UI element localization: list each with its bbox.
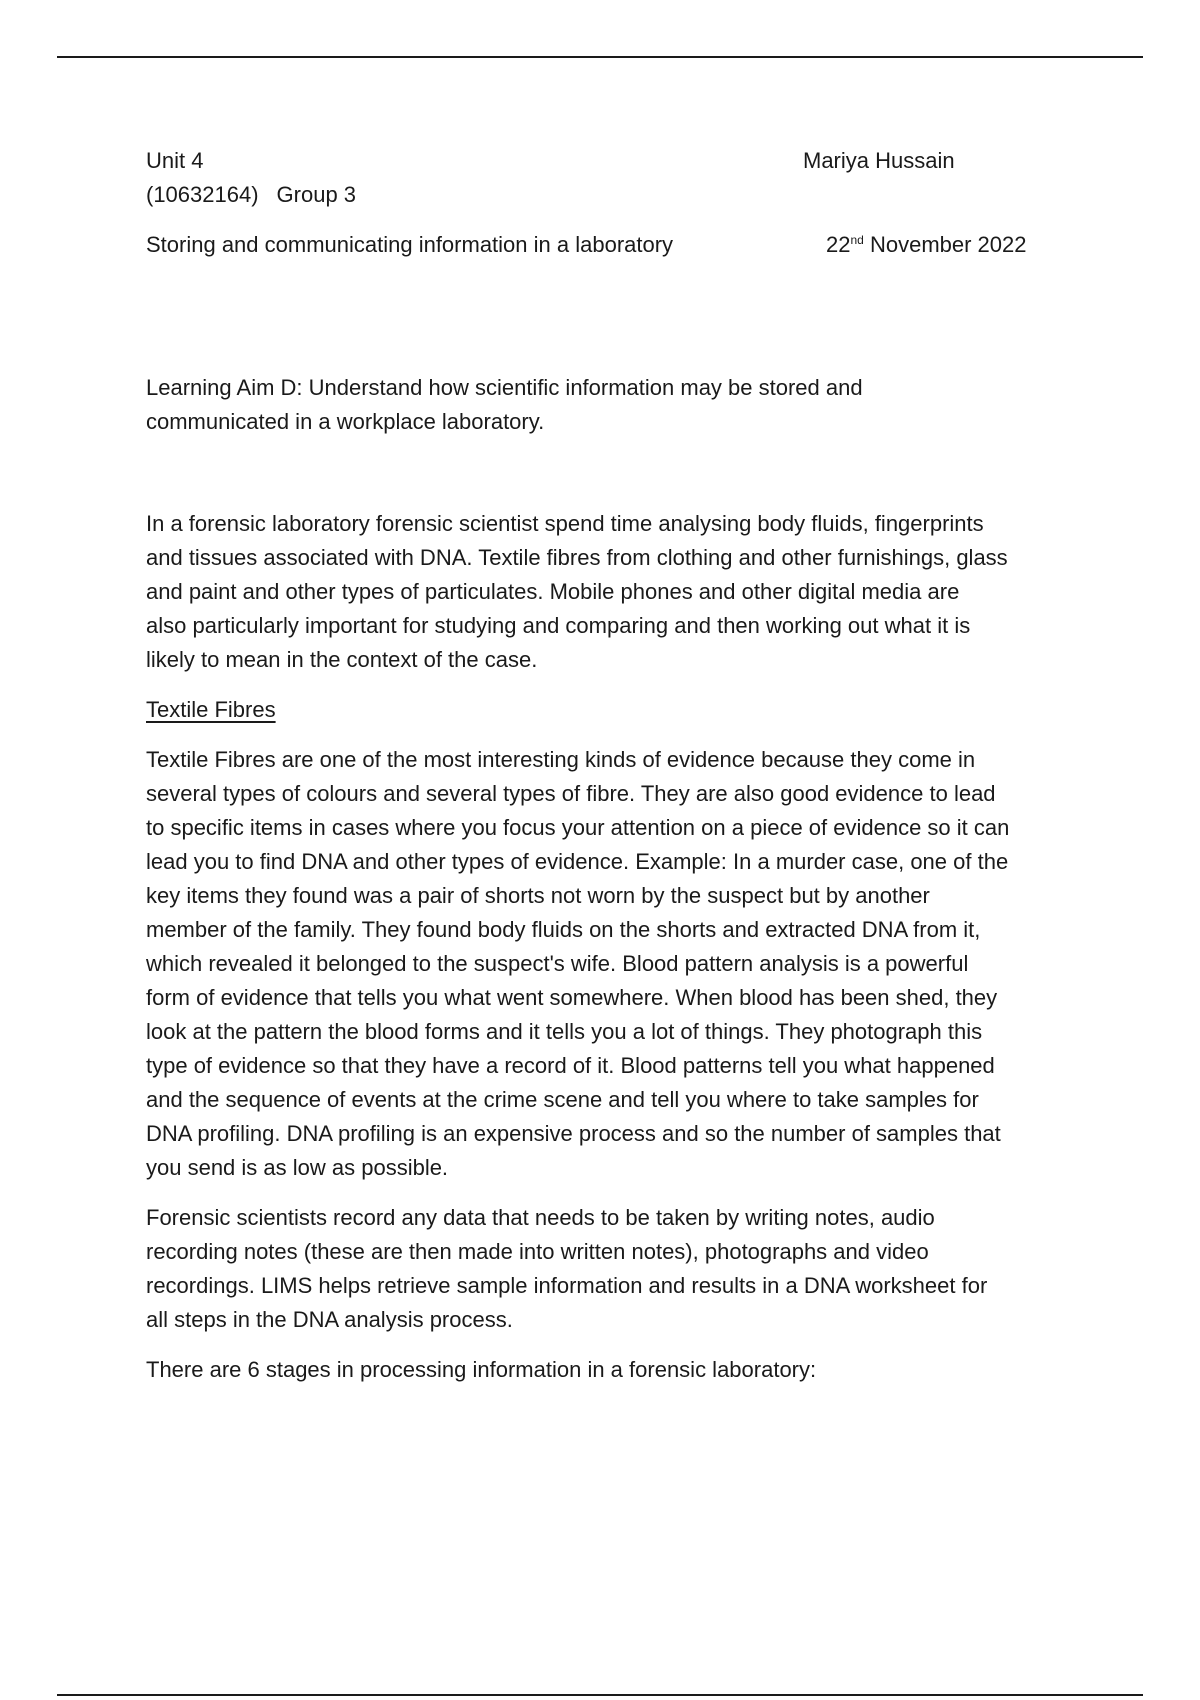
paragraph-line: which revealed it belonged to the suspect's wife. Blood pattern analysis is a powerful [146,951,969,976]
paragraph-line: all steps in the DNA analysis process. [146,1307,513,1332]
section-heading-textile-fibres: Textile Fibres [146,697,276,722]
paragraph-line: recordings. LIMS helps retrieve sample information and results in a DNA worksheet for [146,1273,988,1298]
paragraph-line: likely to mean in the context of the case. [146,647,538,672]
paragraph-line: and paint and other types of particulates. Mobile phones and other digital media are [146,579,960,604]
paragraph-line: and the sequence of events at the crime scene and tell you where to take samples for [146,1087,979,1112]
stages-intro: There are 6 stages in processing information in a forensic laboratory: [146,1357,817,1382]
paragraph-line: Textile Fibres are one of the most interesting kinds of evidence because they come in [146,747,976,772]
date-rest: November 2022 [863,232,1027,257]
header-row-2 [146,178,1096,212]
paragraph-line: member of the family. They found body fluids on the shorts and extracted DNA from it, [146,917,981,942]
author-name: Mariya Hussain [803,148,955,173]
document-page [146,144,1096,1387]
intro-paragraph [146,507,1096,677]
paragraph-line: several types of colours and several types of fibre. They are also good evidence to lead [146,781,996,806]
learning-aim-line: communicated in a workplace laboratory. [146,409,545,434]
paragraph-line: In a forensic laboratory forensic scientist spend time analysing body fluids, fingerprints [146,511,984,536]
paragraph-line: and tissues associated with DNA. Textile fibres from clothing and other furnishings, glass [146,545,1008,570]
footer-rule [57,1694,1143,1696]
paragraph-line: lead you to find DNA and other types of evidence. Example: In a murder case, one of the [146,849,1009,874]
group-label: Group 3 [276,182,357,207]
header-row-3 [146,228,1096,262]
paragraph-line: to specific items in cases where you focus your attention on a piece of evidence so it can [146,815,1010,840]
paragraph-line: DNA profiling. DNA profiling is an expensive process and so the number of samples that [146,1121,1001,1146]
recording-paragraph [146,1201,1096,1337]
learning-aim [146,371,1096,439]
paragraph-line: form of evidence that tells you what went somewhere. When blood has been shed, they [146,985,998,1010]
document-title: Storing and communicating information in a laboratory [146,232,674,257]
paragraph-line: type of evidence so that they have a record of it. Blood patterns tell you what happened [146,1053,995,1078]
unit-label: Unit 4 [146,148,204,173]
date-suffix: nd [850,233,864,247]
paragraph-line: Forensic scientists record any data that needs to be taken by writing notes, audio [146,1205,935,1230]
paragraph-line: also particularly important for studying and comparing and then working out what it is [146,613,971,638]
document-date [826,228,1027,262]
textile-paragraph [146,743,1096,1185]
learning-aim-line: Learning Aim D: Understand how scientific information may be stored and [146,375,863,400]
header-rule [57,56,1143,58]
paragraph-line: recording notes (these are then made into written notes), photographs and video [146,1239,929,1264]
student-id: (10632164) [146,182,259,207]
paragraph-line: you send is as low as possible. [146,1155,449,1180]
header-row-1 [146,144,1096,178]
date-day: 22 [826,232,851,257]
paragraph-line: key items they found was a pair of shorts not worn by the suspect but by another [146,883,930,908]
paragraph-line: look at the pattern the blood forms and it tells you a lot of things. They photograph this [146,1019,983,1044]
